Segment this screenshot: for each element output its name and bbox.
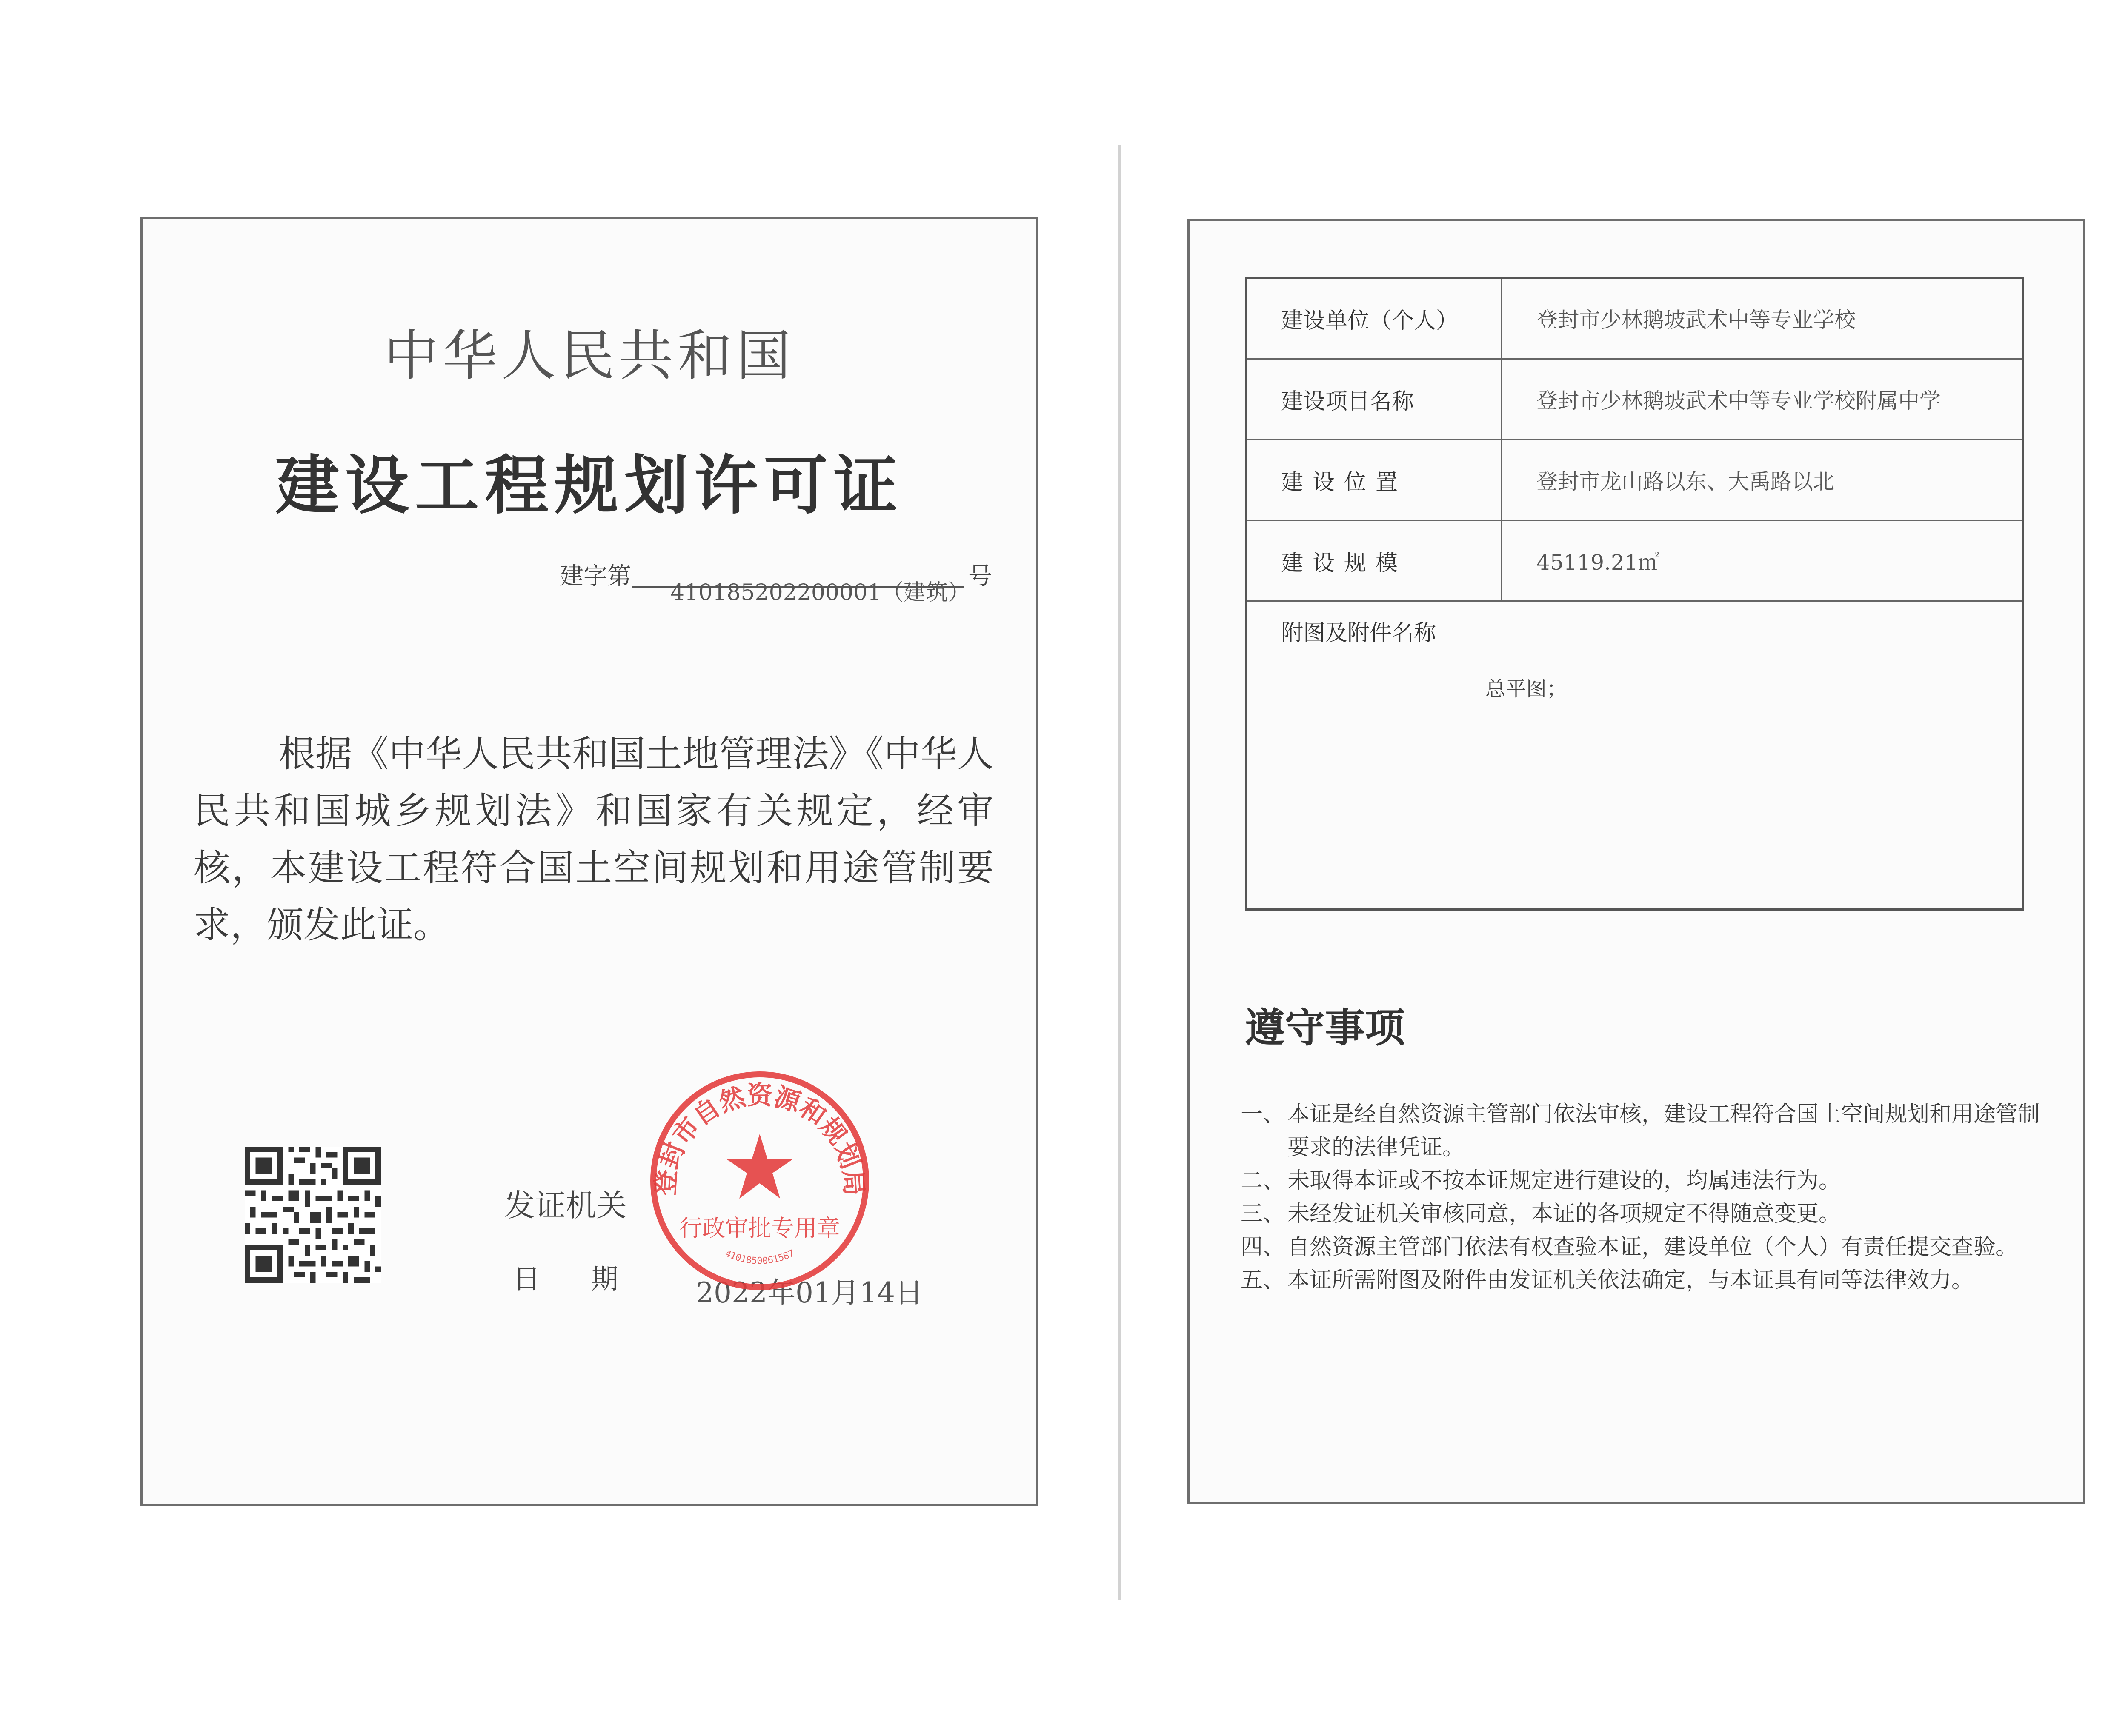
rules-list <box>1241 1098 2041 1297</box>
certificate-number <box>560 557 998 605</box>
legal-basis-text: 根据《中华人民共和国土地管理法》《中华人民共和国城乡规划法》和国家有关规定，经审核，本建设工程符合国土空间规划和用途管制要求，颁发此证。 <box>194 733 994 946</box>
construction-location-value: 登封市龙山路以东、大禹路以北 <box>1536 469 1834 494</box>
rule-text: 自然资源主管部门依法有权查验本证，建设单位（个人）有责任提交查验。 <box>1287 1234 2018 1260</box>
issue-date-label: 日期 <box>513 1264 669 1295</box>
rule-item <box>1241 1164 2041 1197</box>
project-name-value: 登封市少林鹅坡武术中等专业学校附属中学 <box>1536 388 1941 413</box>
construction-unit-value: 登封市少林鹅坡武术中等专业学校 <box>1536 308 1856 332</box>
project-info-table <box>1245 277 2024 911</box>
rules-heading: 遵守事项 <box>1245 1005 1405 1051</box>
certificate-title: 建设工程规划许可证 <box>275 449 904 523</box>
qr-code-icon <box>245 1147 381 1283</box>
certificate-number-value: 410185202200001（建筑） <box>670 580 970 605</box>
rule-number: 四、 <box>1241 1234 1285 1260</box>
project-name-label: 建设项目名称 <box>1247 360 1502 439</box>
rule-text: 本证所需附图及附件由发证机关依法确定，与本证具有同等法律效力。 <box>1287 1268 1974 1293</box>
issuing-authority-label: 发证机关 <box>504 1188 627 1223</box>
construction-unit-label: 建设单位（个人） <box>1247 279 1502 358</box>
construction-scale-value: 45119.21㎡ <box>1536 550 1659 575</box>
official-seal-stamp <box>641 1062 879 1300</box>
attachment-item: 总平图； <box>1485 677 1567 701</box>
certificate-details-page <box>1187 219 2085 1504</box>
rule-number: 一、 <box>1241 1102 1285 1127</box>
page-fold-divider <box>1118 145 1121 1600</box>
seal-inner-text: 行政审批专用章 <box>679 1215 840 1242</box>
issue-date-value: 2022年01月14日 <box>696 1276 923 1309</box>
rule-number: 三、 <box>1241 1201 1285 1227</box>
rule-item <box>1241 1231 2041 1264</box>
rule-text: 本证是经自然资源主管部门依法审核，建设工程符合国土空间规划和用途管制要求的法律凭证。 <box>1287 1102 2040 1160</box>
table-row <box>1247 360 2022 440</box>
rule-item <box>1241 1197 2041 1231</box>
certificate-number-suffix: 号 <box>968 562 992 590</box>
rule-item <box>1241 1264 2041 1297</box>
table-row <box>1247 521 2022 602</box>
certificate-number-prefix: 建字第 <box>560 562 631 590</box>
table-row <box>1247 279 2022 360</box>
certificate-cover-page <box>140 217 1038 1506</box>
rule-item <box>1241 1098 2041 1164</box>
construction-scale-label: 建设规模 <box>1247 521 1502 600</box>
rule-text: 未取得本证或不按本证规定进行建设的，均属违法行为。 <box>1287 1168 1841 1194</box>
table-row <box>1247 440 2022 521</box>
svg-text:4101850061587 <box>723 1248 796 1266</box>
country-name: 中华人民共和国 <box>383 324 795 388</box>
rule-number: 二、 <box>1241 1168 1285 1194</box>
construction-location-label: 建设位置 <box>1247 440 1502 520</box>
rule-text: 未经发证机关审核同意，本证的各项规定不得随意变更。 <box>1287 1201 1841 1227</box>
rule-number: 五、 <box>1241 1268 1285 1293</box>
seal-outer-text: 登封市自然资源和规划局 <box>650 1080 869 1196</box>
attachments-label: 附图及附件名称 <box>1281 620 1436 646</box>
seal-serial-number: 4101850061587 <box>723 1248 796 1267</box>
